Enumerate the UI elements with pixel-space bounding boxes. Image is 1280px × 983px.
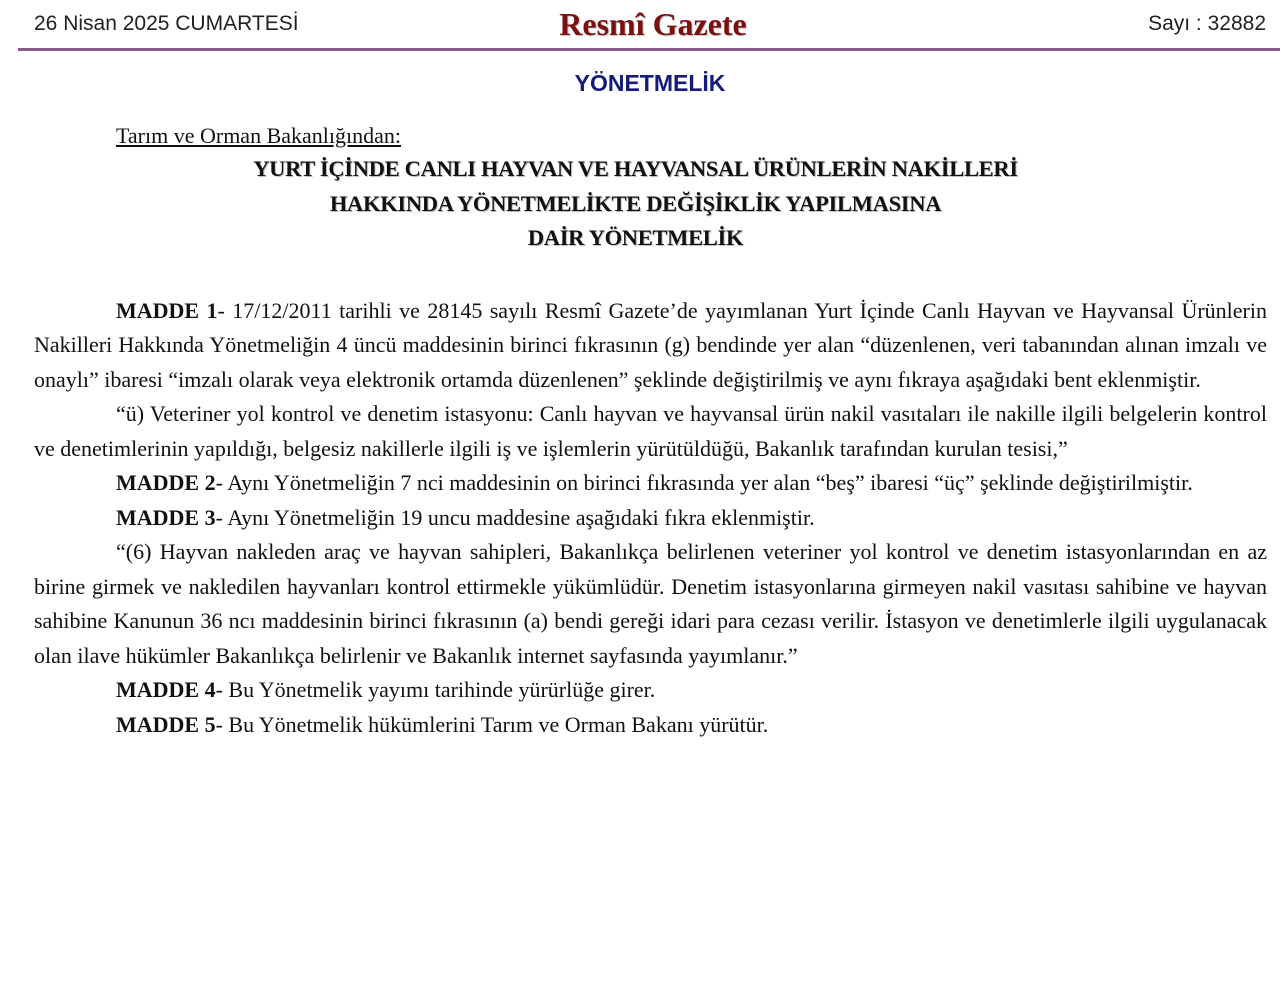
- quoted-clause: [34, 397, 1267, 466]
- article-5: [34, 708, 1267, 743]
- issue-date: 26 Nisan 2025 CUMARTESİ: [34, 12, 299, 35]
- clause-text: “(6) Hayvan nakleden araç ve hayvan sahipleri, Bakanlıkça belirlenen veteriner yol kontrol ve denetim istasyonlarından en az birine girmek ve nakledilen hayvanları kontrol ettirmekle yükümlüdür. Denetim istasyonlarına girmeyen nakil vasıtası sahibine ve hayvan sahibine Kanunun 36 ncı maddesinin birinci fıkrasının (a) bendi gereği idari para cezası verilir. İstasyon ve denetimlerle ilgili uygulanacak olan ilave hükümler Bakanlıkça belirlenir ve Bakanlık internet sayfasında yayımlanır.”: [34, 539, 1267, 668]
- article-2: [34, 466, 1267, 501]
- article-text: - Aynı Yönetmeliğin 7 nci maddesinin on birinci fıkrasında yer alan “beş” ibaresi “üç” şeklinde değiştirilmiştir.: [215, 470, 1193, 495]
- gazette-title: Resmî Gazete: [559, 6, 747, 42]
- article-label: MADDE 5: [116, 711, 216, 737]
- quoted-clause: [34, 535, 1267, 673]
- clause-text: “ü) Veteriner yol kontrol ve denetim istasyonu: Canlı hayvan ve hayvansal ürün nakil vasıtaları ile nakille ilgili belgelerin kontrol ve denetimlerinin yapıldığı, belgesiz nakillerle ilgili iş ve işlemlerin yürütüldüğü, Bakanlık tarafından kurulan tesisi,”: [34, 401, 1267, 461]
- regulation-document: [34, 120, 1267, 742]
- title-line: HAKKINDA YÖNETMELİKTE DEĞİŞİKLİK YAPILMASINA: [329, 190, 942, 216]
- article-label: MADDE 3: [116, 504, 216, 530]
- section-title: YÖNETMELİK: [574, 70, 726, 96]
- article-label: MADDE 4: [116, 677, 216, 702]
- issue-number: Sayı : 32882: [1148, 12, 1266, 35]
- regulation-body: [34, 294, 1267, 743]
- article-3: [34, 501, 1267, 536]
- header-divider: [18, 48, 1280, 51]
- title-line: YURT İÇİNDE CANLI HAYVAN VE HAYVANSAL ÜRÜNLERİN NAKİLLERİ: [253, 156, 1018, 181]
- regulation-title: [4, 152, 1267, 256]
- article-label: MADDE 1: [116, 297, 218, 323]
- article-4: [34, 673, 1267, 708]
- article-text: - Aynı Yönetmeliğin 19 uncu maddesine aşağıdaki fıkra eklenmiştir.: [215, 504, 815, 530]
- article-text: - Bu Yönetmelik hükümlerini Tarım ve Orman Bakanı yürütür.: [215, 711, 769, 737]
- article-text: - 17/12/2011 tarihli ve 28145 sayılı Resmî Gazete’de yayımlanan Yurt İçinde Canlı Hayvan ve Hayvansal Ürünlerin Nakilleri Hakkında Yönetmeliğin 4 üncü maddesinin birinci fıkrasının (g) bendinde yer alan “düzenlenen, veri tabanından alınan imzalı ve onaylı” ibaresi “imzalı olarak veya elektronik ortamda düzenlenen” şeklinde değiştirilmiş ve aynı fıkraya aşağıdaki bent eklenmiştir.: [34, 297, 1267, 392]
- article-text: - Bu Yönetmelik yayımı tarihinde yürürlüğe girer.: [215, 677, 656, 702]
- article-label: MADDE 2: [116, 470, 216, 495]
- title-line: DAİR YÖNETMELİK: [527, 225, 744, 250]
- gazette-header: [0, 0, 1280, 52]
- issuer: Tarım ve Orman Bakanlığından:: [116, 123, 401, 148]
- article-1: [34, 294, 1267, 398]
